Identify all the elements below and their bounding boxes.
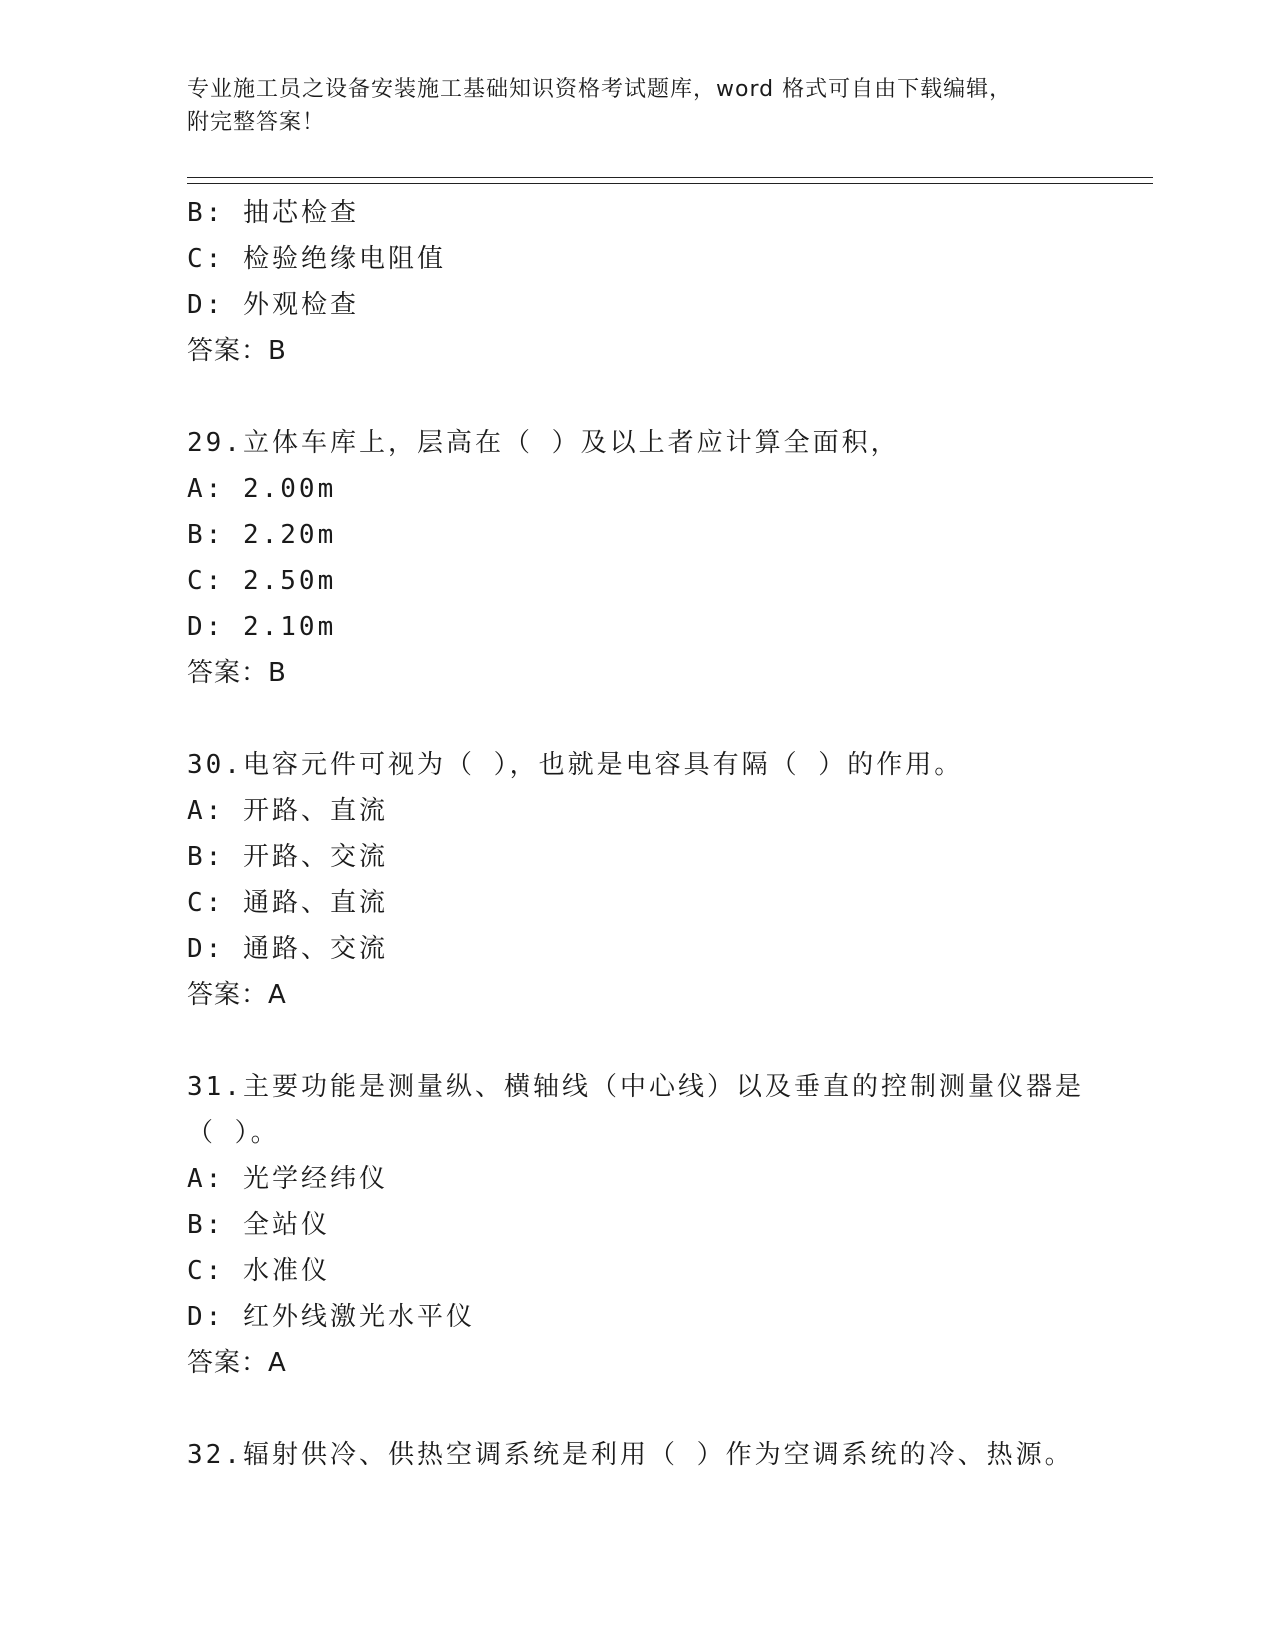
question-32 [187,1432,1087,1478]
spacer [187,374,1087,420]
question-stem: 29.立体车库上，层高在（ ）及以上者应计算全面积， [187,428,900,458]
question-stem: 32.辐射供冷、供热空调系统是利用（ ）作为空调系统的冷、热源。 [187,1440,1074,1470]
question-list [187,190,1087,1478]
option-b: B: 全站仪 [187,1210,330,1240]
option-b: B: 抽芯检查 [187,198,359,228]
option-c: C: 通路、直流 [187,888,388,918]
option-a: A: 开路、直流 [187,796,388,826]
document-header [187,73,1077,139]
answer-line: 答案：B [187,336,287,366]
option-d: D: 2.10m [187,612,337,642]
spacer [187,696,1087,742]
header-divider-top [187,177,1153,178]
header-title-line-2: 附完整答案！ [187,110,326,135]
answer-line: 答案：A [187,980,287,1010]
question-stem: 30.电容元件可视为（ ），也就是电容具有隔（ ）的作用。 [187,750,964,780]
option-c: C: 2.50m [187,566,337,596]
option-c: C: 水准仪 [187,1256,330,1286]
question-stem-line-1: 31.主要功能是测量纵、横轴线（中心线）以及垂直的控制测量仪器是 [187,1072,1084,1102]
spacer [187,1018,1087,1064]
question-28-tail [187,190,1087,374]
header-divider-bottom [187,183,1153,184]
option-d: D: 红外线激光水平仪 [187,1302,475,1332]
option-d: D: 通路、交流 [187,934,388,964]
option-a: A: 光学经纬仪 [187,1164,388,1194]
question-stem-line-2: （ ）。 [187,1118,280,1148]
answer-line: 答案：B [187,658,287,688]
question-30 [187,742,1087,1018]
option-b: B: 2.20m [187,520,337,550]
option-d: D: 外观检查 [187,290,359,320]
question-31 [187,1064,1087,1386]
question-29 [187,420,1087,696]
header-title-line-1: 专业施工员之设备安装施工基础知识资格考试题库，word 格式可自由下载编辑， [187,77,1013,102]
option-a: A: 2.00m [187,474,337,504]
answer-line: 答案：A [187,1348,287,1378]
option-b: B: 开路、交流 [187,842,388,872]
option-c: C: 检验绝缘电阻值 [187,244,446,274]
spacer [187,1386,1087,1432]
